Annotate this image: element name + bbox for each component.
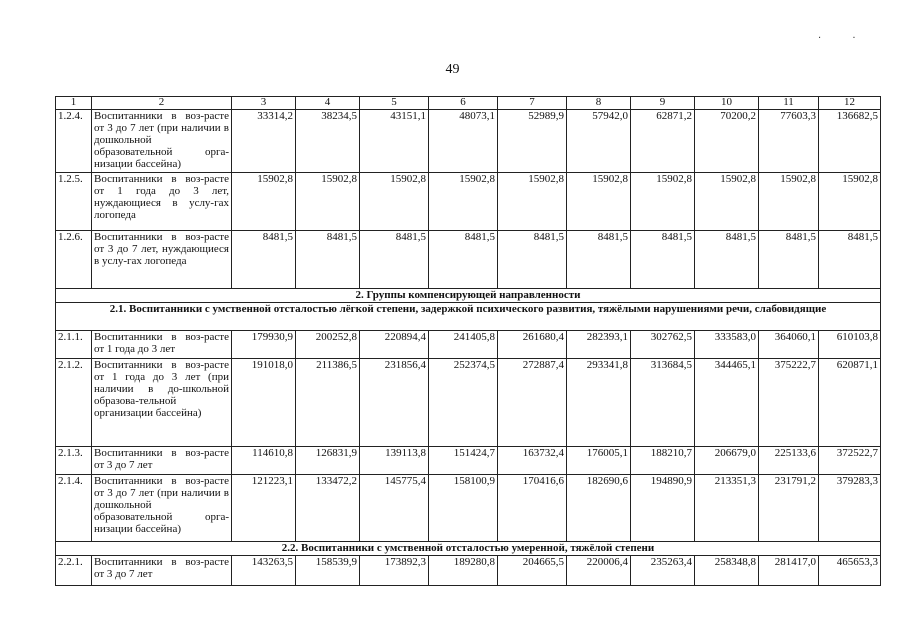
value-cell: 206679,0 (695, 447, 759, 475)
value-cell: 145775,4 (360, 475, 429, 542)
value-cell: 620871,1 (819, 359, 881, 447)
value-cell: 189280,8 (429, 556, 498, 586)
value-cell: 15902,8 (498, 173, 567, 231)
table-row (56, 359, 881, 447)
row-code: 2.2.1. (56, 556, 92, 586)
table-row (56, 556, 881, 586)
column-header: 2 (92, 97, 232, 110)
value-cell: 372522,7 (819, 447, 881, 475)
column-header: 1 (56, 97, 92, 110)
value-cell: 220894,4 (360, 331, 429, 359)
value-cell: 15902,8 (759, 173, 819, 231)
column-header: 5 (360, 97, 429, 110)
value-cell: 173892,3 (360, 556, 429, 586)
value-cell: 52989,9 (498, 110, 567, 173)
value-cell: 261680,4 (498, 331, 567, 359)
value-cell: 8481,5 (695, 231, 759, 289)
value-cell: 139113,8 (360, 447, 429, 475)
page-number: 49 (445, 62, 460, 77)
value-cell: 364060,1 (759, 331, 819, 359)
value-cell: 258348,8 (695, 556, 759, 586)
value-cell: 179930,9 (232, 331, 296, 359)
value-cell: 48073,1 (429, 110, 498, 173)
section-heading: 2. Группы компенсирующей направленности (56, 289, 881, 303)
value-cell: 231791,2 (759, 475, 819, 542)
column-header: 8 (567, 97, 631, 110)
row-code: 2.1.4. (56, 475, 92, 542)
value-cell: 8481,5 (567, 231, 631, 289)
value-cell: 15902,8 (429, 173, 498, 231)
value-cell: 8481,5 (631, 231, 695, 289)
subsection-heading-row (56, 303, 881, 331)
value-cell: 8481,5 (296, 231, 360, 289)
column-number-row (56, 97, 881, 110)
value-cell: 282393,1 (567, 331, 631, 359)
value-cell: 191018,0 (232, 359, 296, 447)
value-cell: 188210,7 (631, 447, 695, 475)
tariff-table (55, 96, 881, 586)
value-cell: 8481,5 (360, 231, 429, 289)
column-header: 6 (429, 97, 498, 110)
value-cell: 143263,5 (232, 556, 296, 586)
value-cell: 211386,5 (296, 359, 360, 447)
row-code: 2.1.2. (56, 359, 92, 447)
table-row (56, 331, 881, 359)
value-cell: 77603,3 (759, 110, 819, 173)
value-cell: 126831,9 (296, 447, 360, 475)
column-header: 4 (296, 97, 360, 110)
value-cell: 220006,4 (567, 556, 631, 586)
value-cell: 465653,3 (819, 556, 881, 586)
value-cell: 8481,5 (759, 231, 819, 289)
row-name: Воспитанники в воз-расте от 1 года до 3 лет, нуждающиеся в услу-гах логопеда (92, 173, 232, 231)
column-header: 11 (759, 97, 819, 110)
value-cell: 163732,4 (498, 447, 567, 475)
table-row (56, 475, 881, 542)
value-cell: 241405,8 (429, 331, 498, 359)
value-cell: 8481,5 (429, 231, 498, 289)
value-cell: 15902,8 (695, 173, 759, 231)
column-header: 12 (819, 97, 881, 110)
value-cell: 176005,1 (567, 447, 631, 475)
value-cell: 8481,5 (498, 231, 567, 289)
column-header: 10 (695, 97, 759, 110)
value-cell: 133472,2 (296, 475, 360, 542)
row-name: Воспитанники в воз-расте от 1 года до 3 лет (92, 331, 232, 359)
row-name: Воспитанники в воз-расте от 3 до 7 лет (92, 556, 232, 586)
value-cell: 252374,5 (429, 359, 498, 447)
value-cell: 333583,0 (695, 331, 759, 359)
value-cell: 121223,1 (232, 475, 296, 542)
row-name: Воспитанники в воз-расте от 3 до 7 лет (92, 447, 232, 475)
value-cell: 231856,4 (360, 359, 429, 447)
subsection-heading: 2.2. Воспитанники с умственной отсталостью умеренной, тяжёлой степени (56, 542, 881, 556)
table-body (56, 97, 881, 586)
value-cell: 170416,6 (498, 475, 567, 542)
value-cell: 33314,2 (232, 110, 296, 173)
subsection-heading: 2.1. Воспитанники с умственной отсталостью лёгкой степени, задержкой психического развития, тяжёлыми нарушениями речи, слабовидящие (56, 303, 881, 331)
value-cell: 15902,8 (360, 173, 429, 231)
column-header: 7 (498, 97, 567, 110)
subsection-heading-row (56, 542, 881, 556)
column-header: 9 (631, 97, 695, 110)
row-name: Воспитанники в воз-расте от 1 года до 3 лет (при наличии в до-школьной образова-тельной организации бассейна) (92, 359, 232, 447)
table-row (56, 173, 881, 231)
section-heading-row (56, 289, 881, 303)
value-cell: 136682,5 (819, 110, 881, 173)
row-code: 1.2.4. (56, 110, 92, 173)
value-cell: 344465,1 (695, 359, 759, 447)
value-cell: 204665,5 (498, 556, 567, 586)
table-row (56, 447, 881, 475)
row-name: Воспитанники в воз-расте от 3 до 7 лет, нуждающиеся в услу-гах логопеда (92, 231, 232, 289)
table-row (56, 231, 881, 289)
value-cell: 213351,3 (695, 475, 759, 542)
value-cell: 182690,6 (567, 475, 631, 542)
value-cell: 235263,4 (631, 556, 695, 586)
value-cell: 43151,1 (360, 110, 429, 173)
value-cell: 293341,8 (567, 359, 631, 447)
value-cell: 375222,7 (759, 359, 819, 447)
value-cell: 313684,5 (631, 359, 695, 447)
table-row (56, 110, 881, 173)
row-name: Воспитанники в воз-расте от 3 до 7 лет (при наличии в дошкольной образовательной орга-низации бассейна) (92, 110, 232, 173)
value-cell: 151424,7 (429, 447, 498, 475)
column-header: 3 (232, 97, 296, 110)
value-cell: 272887,4 (498, 359, 567, 447)
row-code: 2.1.1. (56, 331, 92, 359)
value-cell: 114610,8 (232, 447, 296, 475)
value-cell: 610103,8 (819, 331, 881, 359)
value-cell: 38234,5 (296, 110, 360, 173)
value-cell: 302762,5 (631, 331, 695, 359)
value-cell: 15902,8 (631, 173, 695, 231)
value-cell: 158100,9 (429, 475, 498, 542)
value-cell: 200252,8 (296, 331, 360, 359)
row-code: 1.2.5. (56, 173, 92, 231)
value-cell: 15902,8 (567, 173, 631, 231)
value-cell: 8481,5 (819, 231, 881, 289)
row-code: 1.2.6. (56, 231, 92, 289)
row-code: 2.1.3. (56, 447, 92, 475)
value-cell: 225133,6 (759, 447, 819, 475)
value-cell: 62871,2 (631, 110, 695, 173)
value-cell: 379283,3 (819, 475, 881, 542)
value-cell: 8481,5 (232, 231, 296, 289)
value-cell: 281417,0 (759, 556, 819, 586)
row-name: Воспитанники в воз-расте от 3 до 7 лет (при наличии в дошкольной образовательной орга-низации бассейна) (92, 475, 232, 542)
value-cell: 194890,9 (631, 475, 695, 542)
value-cell: 70200,2 (695, 110, 759, 173)
value-cell: 57942,0 (567, 110, 631, 173)
value-cell: 15902,8 (296, 173, 360, 231)
value-cell: 158539,9 (296, 556, 360, 586)
scan-specks: . . (818, 30, 870, 41)
value-cell: 15902,8 (232, 173, 296, 231)
value-cell: 15902,8 (819, 173, 881, 231)
